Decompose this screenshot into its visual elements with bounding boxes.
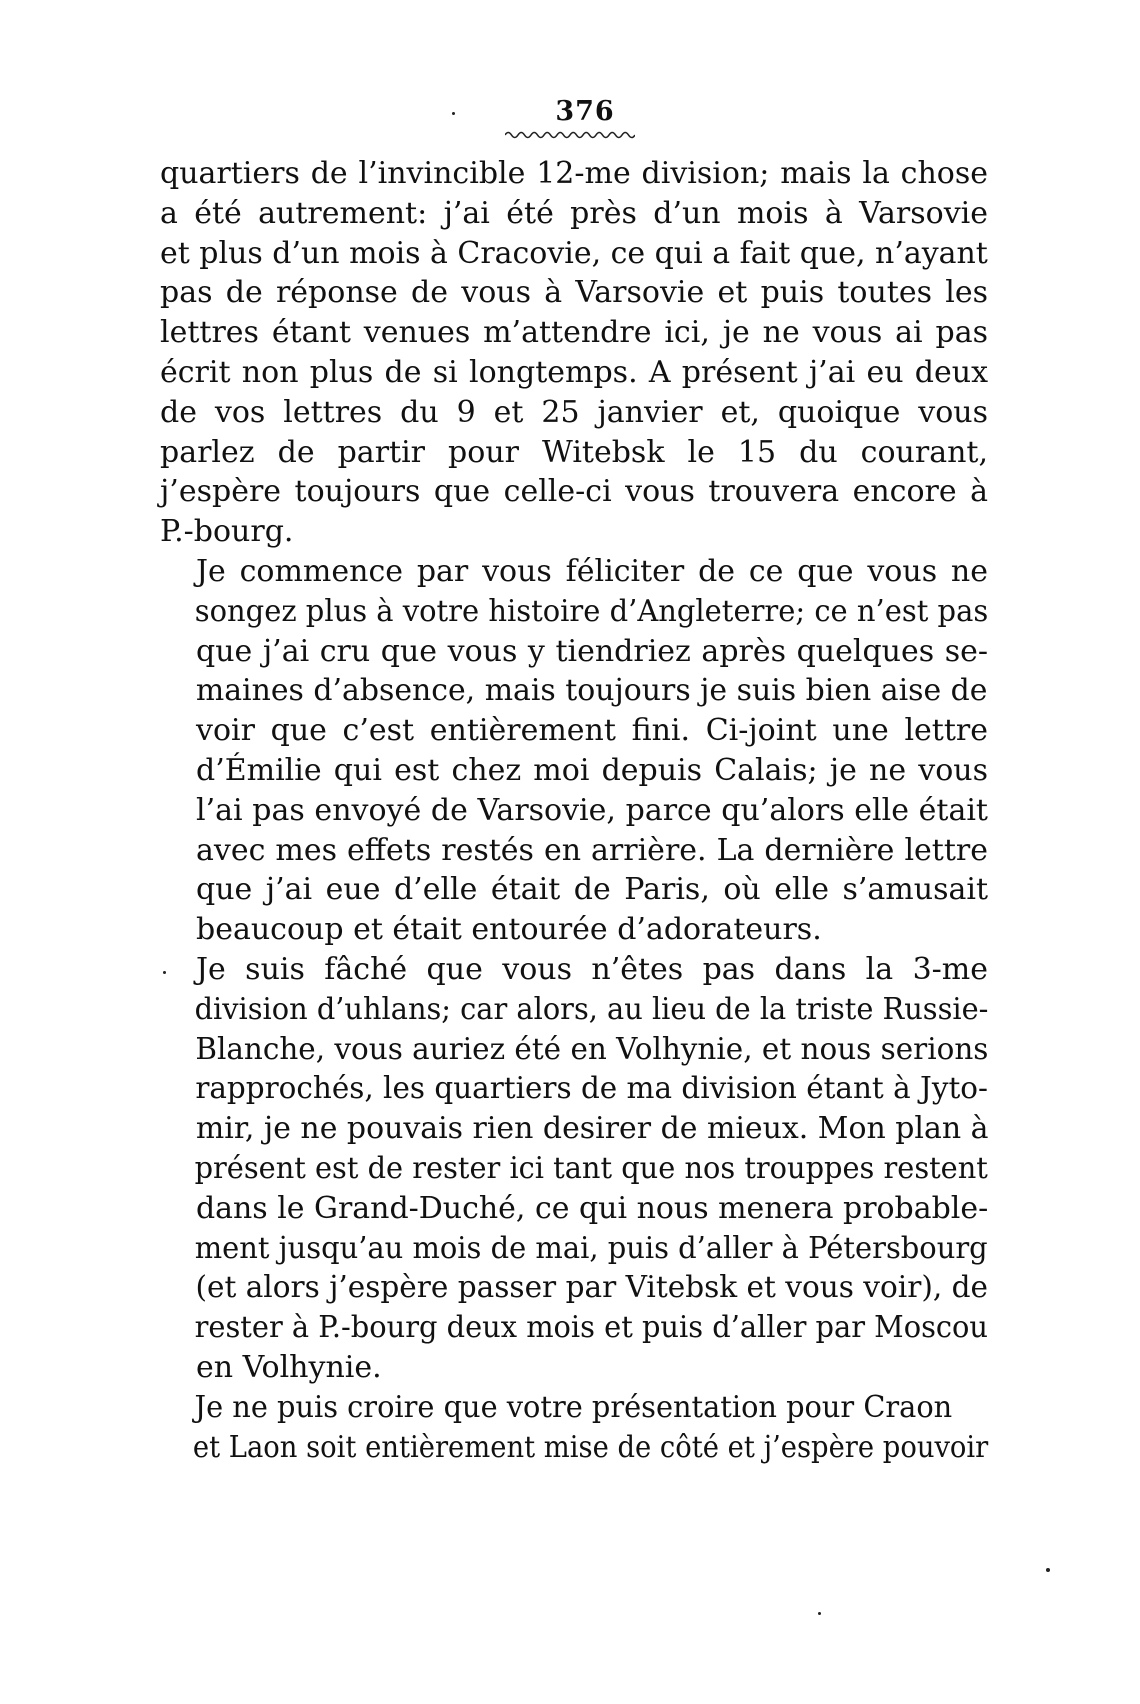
text-line: lettres étant venues m’attendre ici, je ne vous ai pas [160, 315, 988, 351]
paragraph [160, 1388, 988, 1468]
text-line: de vos lettres du 9 et 25 janvier et, quoique vous [160, 394, 988, 430]
paragraph [160, 154, 988, 552]
text-line: rester à P.-bourg deux mois et puis d’aller par Moscou [194, 1310, 989, 1346]
text-line: présent est de rester ici tant que nos trouppes restent [194, 1150, 988, 1186]
text-line: que j’ai eue d’elle était de Paris, où elle s’amusait [196, 872, 988, 908]
print-speck [163, 971, 166, 974]
print-speck [1046, 1568, 1050, 1572]
text-line: et Laon soit entièrement mise de côté et j’espère pouvoir [192, 1429, 989, 1465]
text-line: avec mes effets restés en arrière. La dernière lettre [196, 832, 988, 868]
text-line: dans le Grand-Duché, ce qui nous menera probable- [195, 1190, 989, 1226]
text-line: Je suis fâché que vous n’êtes pas dans la 3-me [196, 951, 988, 987]
text-line: P.-bourg. [160, 514, 294, 550]
page-number: 376 [555, 96, 615, 127]
text-line: rapprochés, les quartiers de ma division étant à Jyto- [195, 1071, 988, 1107]
print-speck [818, 1612, 821, 1615]
print-speck [452, 112, 455, 115]
text-line: quartiers de l’invincible 12-me division; mais la chose [160, 156, 988, 191]
text-line: voir que c’est entièrement fini. Ci-joint une lettre [196, 713, 988, 749]
text-line: a été autrement: j’ai été près d’un mois à Varsovie [160, 195, 988, 231]
text-line: j’espère toujours que celle-ci vous trouvera encore à [160, 474, 988, 510]
text-line: l’ai pas envoyé de Varsovie, parce qu’alors elle était [196, 792, 988, 828]
text-line: écrit non plus de si longtemps. A présent j’ai eu deux [160, 354, 988, 390]
text-line: songez plus à votre histoire d’Angleterre; ce n’est pas [194, 593, 989, 629]
body-text [160, 154, 988, 1467]
paragraph [160, 950, 988, 1388]
text-line: Je commence par vous féliciter de ce que vous ne [196, 553, 988, 589]
text-line: mir, je ne pouvais rien desirer de mieux. Mon plan à [195, 1111, 989, 1147]
text-line: division d’uhlans; car alors, au lieu de la triste Russie- [194, 991, 989, 1027]
text-line: parlez de partir pour Witebsk le 15 du courant, [160, 434, 988, 470]
text-line: que j’ai cru que vous y tiendriez après quelques se- [196, 633, 988, 669]
paragraph [160, 552, 988, 950]
text-line: en Volhynie. [196, 1349, 382, 1385]
text-line: et plus d’un mois à Cracovie, ce qui a fait que, n’ayant [160, 235, 988, 271]
wavy-ornament [505, 130, 635, 140]
text-line: ment jusqu’au mois de mai, puis d’aller à Pétersbourg [194, 1230, 988, 1266]
text-line: (et alors j’espère passer par Vitebsk et vous voir), de [195, 1270, 989, 1306]
text-line: d’Émilie qui est chez moi depuis Calais; je ne vous [196, 752, 988, 788]
text-line: Je ne puis croire que votre présentation pour Craon [194, 1389, 953, 1425]
text-line: beaucoup et était entourée d’adorateurs. [196, 912, 822, 948]
text-line: pas de réponse de vous à Varsovie et puis toutes les [160, 275, 988, 311]
text-line: maines d’absence, mais toujours je suis bien aise de [195, 673, 988, 709]
text-line: Blanche, vous auriez été en Volhynie, et nous serions [195, 1031, 989, 1067]
